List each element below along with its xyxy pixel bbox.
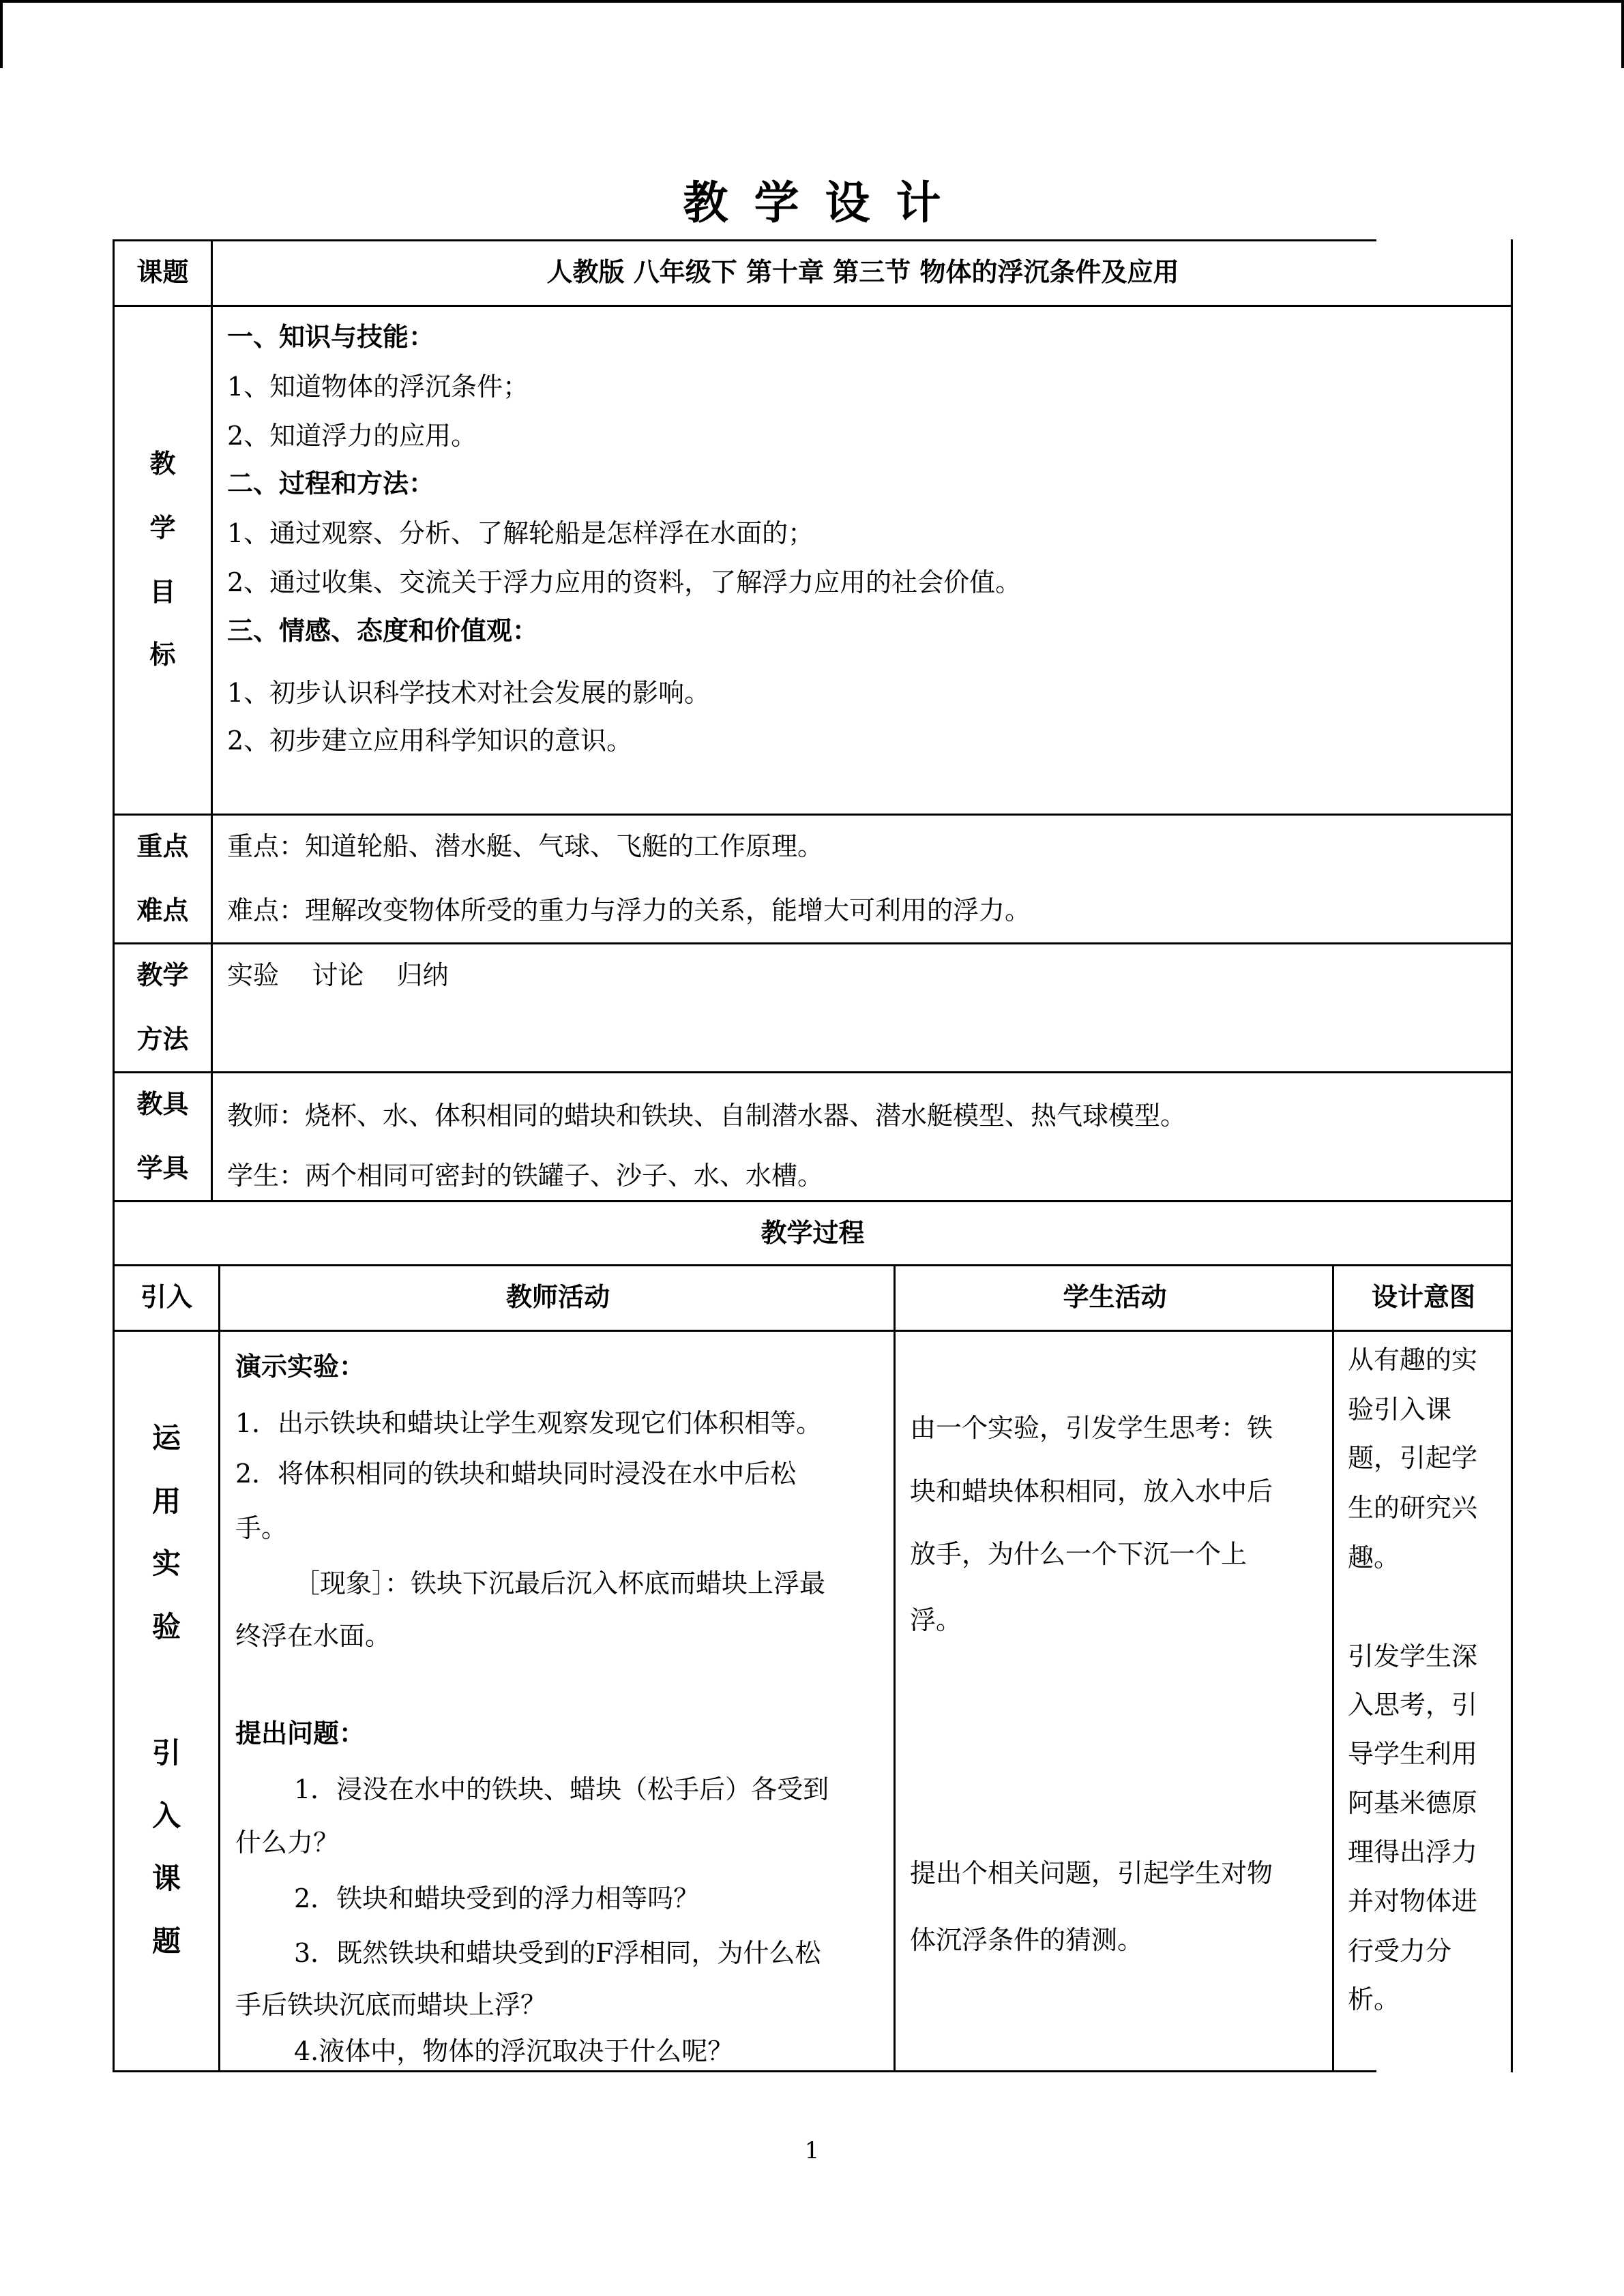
methods-label: 教学 [136, 960, 189, 990]
tools-label: 教具 [136, 1089, 189, 1119]
row-line [113, 942, 1513, 944]
intent-line: 题，引起学 [1348, 1443, 1478, 1473]
objectives-heading: 二、过程和方法： [227, 468, 435, 498]
objectives-heading: 三、情感、态度和价值观： [227, 616, 539, 646]
key-points-label: 难点 [136, 895, 189, 925]
row-line [113, 1200, 1513, 1202]
page-title: 教学设计 [683, 177, 967, 229]
table-top-line [113, 239, 1376, 241]
row-line [113, 814, 1513, 816]
process-column-line [894, 1264, 896, 2070]
row-line [113, 1071, 1513, 1073]
stage-label-char: 实 [151, 1547, 181, 1580]
topic-label: 课题 [136, 257, 189, 287]
col-header-student: 学生活动 [1063, 1282, 1167, 1312]
intent-line: 生的研究兴 [1348, 1493, 1478, 1523]
objectives-label-char: 目 [149, 577, 176, 607]
process-heading: 教学过程 [761, 1218, 865, 1248]
teacher-line: 1．出示铁块和蜡块让学生观察发现它们体积相等。 [235, 1408, 823, 1438]
col-header-teacher: 教师活动 [505, 1282, 610, 1312]
methods-text: 实验 讨论 归纳 [227, 960, 449, 990]
page-top-border [0, 0, 1624, 3]
intent-line: 从有趣的实 [1348, 1345, 1478, 1375]
teacher-heading: 提出问题： [235, 1718, 366, 1748]
row-line [113, 305, 1513, 307]
table-bottom-line [113, 2070, 1376, 2072]
objectives-line: 2、通过收集、交流关于浮力应用的资料，了解浮力应用的社会价值。 [227, 567, 1022, 597]
objectives-label-char: 标 [149, 640, 176, 670]
col-header-intent: 设计意图 [1371, 1282, 1475, 1312]
page-right-mark [1621, 0, 1624, 68]
process-column-line [1332, 1264, 1334, 2070]
row-line [113, 1330, 1513, 1332]
tools-label: 学具 [136, 1153, 189, 1183]
tools-teacher-line: 教师：烧杯、水、体积相同的蜡块和铁块、自制潜水器、潜水艇模型、热气球模型。 [227, 1101, 1187, 1131]
intent-line: 验引入课 [1348, 1395, 1452, 1425]
methods-label: 方法 [136, 1024, 189, 1054]
objectives-line: 1、初步认识科学技术对社会发展的影响。 [227, 678, 711, 708]
tools-student-line: 学生：两个相同可密封的铁罐子、沙子、水、水槽。 [227, 1161, 824, 1191]
student-line: 体沉浮条件的猜测。 [910, 1925, 1144, 1955]
key-points-label: 重点 [136, 831, 189, 861]
intent-line: 析。 [1348, 1984, 1400, 2014]
teacher-line: 3．既然铁块和蜡块受到的F浮相同，为什么松 [294, 1938, 821, 1968]
teacher-line: 1．浸没在水中的铁块、蜡块（松手后）各受到 [294, 1774, 829, 1804]
page-left-mark [0, 0, 3, 68]
col-header-intro: 引入 [140, 1282, 192, 1312]
student-line: 块和蜡块体积相同，放入水中后 [910, 1476, 1273, 1506]
student-line: 提出个相关问题，引起学生对物 [910, 1858, 1273, 1888]
stage-label-char: 运 [151, 1421, 181, 1455]
teacher-line: 2．铁块和蜡块受到的浮力相等吗？ [294, 1883, 700, 1913]
teacher-line: 手后铁块沉底而蜡块上浮？ [235, 1990, 547, 2020]
row-line [113, 1264, 1513, 1266]
key-point-line: 重点：知道轮船、潜水艇、气球、飞艇的工作原理。 [227, 831, 824, 861]
intent-line: 导学生利用 [1348, 1739, 1478, 1769]
label-column-line [211, 239, 213, 1202]
stage-label-char: 题 [151, 1924, 181, 1958]
objectives-line: 2、知道浮力的应用。 [227, 421, 477, 451]
stage-label-char: 验 [151, 1610, 181, 1643]
stage-label-char: 课 [151, 1862, 181, 1895]
intent-line: 并对物体进 [1348, 1886, 1478, 1916]
objectives-line: 2、初步建立应用科学知识的意识。 [227, 726, 633, 756]
teacher-line: 4.液体中，物体的浮沉取决于什么呢？ [294, 2036, 734, 2066]
intent-line: 趣。 [1348, 1542, 1400, 1572]
topic-value: 人教版 八年级下 第十章 第三节 物体的浮沉条件及应用 [546, 257, 1179, 287]
stage-label-char: 用 [151, 1485, 181, 1518]
objectives-label-char: 学 [149, 513, 176, 543]
teacher-line: 什么力？ [235, 1828, 340, 1858]
objectives-label-char: 教 [149, 449, 176, 479]
intent-line: 理得出浮力 [1348, 1837, 1478, 1867]
stage-label-char: 引 [151, 1736, 181, 1770]
teacher-line: ［现象］：铁块下沉最后沉入杯底而蜡块上浮最 [294, 1568, 826, 1598]
intent-line: 入思考，引 [1348, 1690, 1478, 1720]
student-line: 放手，为什么一个下沉一个上 [910, 1539, 1247, 1569]
objectives-line: 1、知道物体的浮沉条件； [227, 372, 529, 402]
stage-label-char: 入 [151, 1799, 181, 1832]
difficult-point-line: 难点：理解改变物体所受的重力与浮力的关系，能增大可利用的浮力。 [227, 895, 1031, 925]
objectives-line: 1、通过观察、分析、了解轮船是怎样浮在水面的； [227, 518, 814, 548]
student-line: 浮。 [910, 1605, 962, 1635]
page-number: 1 [804, 2137, 820, 2164]
table-right-line [1511, 239, 1513, 2072]
intent-line: 引发学生深 [1348, 1641, 1478, 1671]
objectives-heading: 一、知识与技能： [227, 322, 435, 352]
student-line: 由一个实验，引发学生思考：铁 [910, 1413, 1273, 1443]
teacher-line: 终浮在水面。 [235, 1621, 392, 1651]
intent-line: 行受力分 [1348, 1936, 1452, 1966]
teacher-heading: 演示实验： [235, 1352, 366, 1382]
teacher-line: 2．将体积相同的铁块和蜡块同时浸没在水中后松 [235, 1459, 797, 1489]
teacher-line: 手。 [235, 1513, 288, 1543]
intent-line: 阿基米德原 [1348, 1788, 1478, 1818]
